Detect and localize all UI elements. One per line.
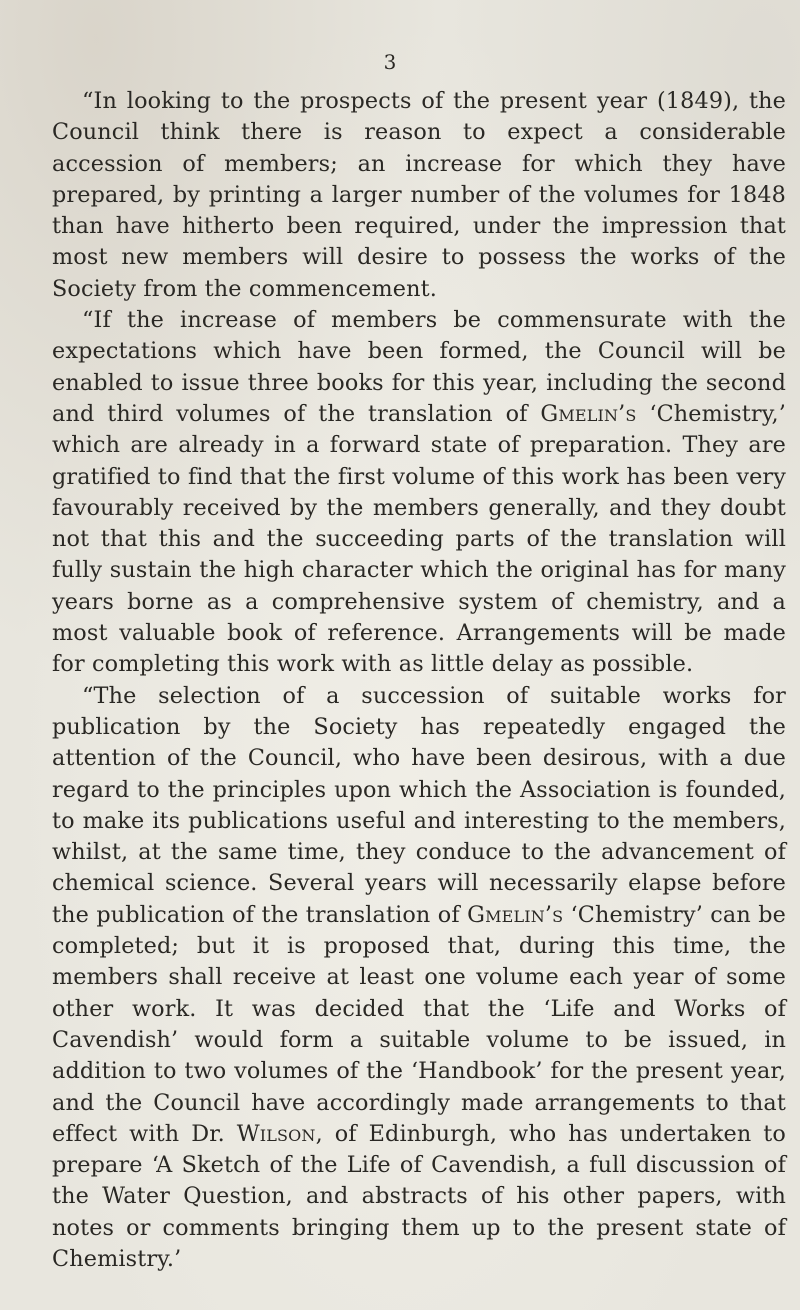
paragraph-text: ‘Chemistry’ can be completed; but it is proposed that, during this time, the members shall receive at least one volume each year of some other work. It was decided that the ‘Life and Works of Cavendish’ would form a suitable volume to be issued, in addition to two volumes of the ‘Handbook’ for the present year, and the Council have accordingly made arrangements to that effect with Dr. xyxy=(52,901,786,1147)
paragraph-increase-of-members xyxy=(52,305,786,681)
author-name-gmelin: Gmelin’s xyxy=(467,901,564,928)
paragraph-text: “If the increase of members be commensurate with the expectations which have been formed, the Council will be enabled to issue three books for this year, including the second and third volumes of the translation of xyxy=(52,307,786,427)
body-text xyxy=(52,86,786,1275)
author-name-gmelin: Gmelin’s xyxy=(540,400,637,427)
paragraph-text: , of Edinburgh, who has undertaken to prepare ‘A Sketch of the Life of Cavendish, a full discussion of the Water Question, and abstracts of his other papers, with notes or comments bringing them up to the present state of Chemistry.’ xyxy=(52,1120,786,1272)
paragraph-text: ‘Chemistry,’ which are already in a forward state of preparation. They are gratified to find that the first volume of this work has been very favourably received by the members generally, and they doubt not that this and the succeeding parts of the translation will fully sustain the high character which the original has for many years borne as a comprehensive system of chemistry, and a most valuable book of reference. Arrangements will be made for completing this work with as little delay as possible. xyxy=(52,400,786,678)
paragraph-text: “The selection of a succession of suitable works for publication by the Society has repeatedly engaged the attention of the Council, who have been desirous, with a due regard to the principles upon which the Association is founded, to make its publications useful and interesting to the members, whilst, at the same time, they conduce to the advancement of chemical science. Several years will necessarily elapse before the publication of the translation of xyxy=(52,682,786,928)
author-name-wilson: Wilson xyxy=(236,1120,316,1147)
paragraph-selection-of-works xyxy=(52,681,786,1276)
paragraph-prospects: “In looking to the prospects of the present year (1849), the Council think there is reason to expect a considerable accession of members; an increase for which they have prepared, by printing a larger number of the volumes for 1848 than have hitherto been required, under the impression that most new members will desire to possess the works of the Society from the commencement. xyxy=(52,88,786,302)
page-number: 3 xyxy=(383,50,397,74)
